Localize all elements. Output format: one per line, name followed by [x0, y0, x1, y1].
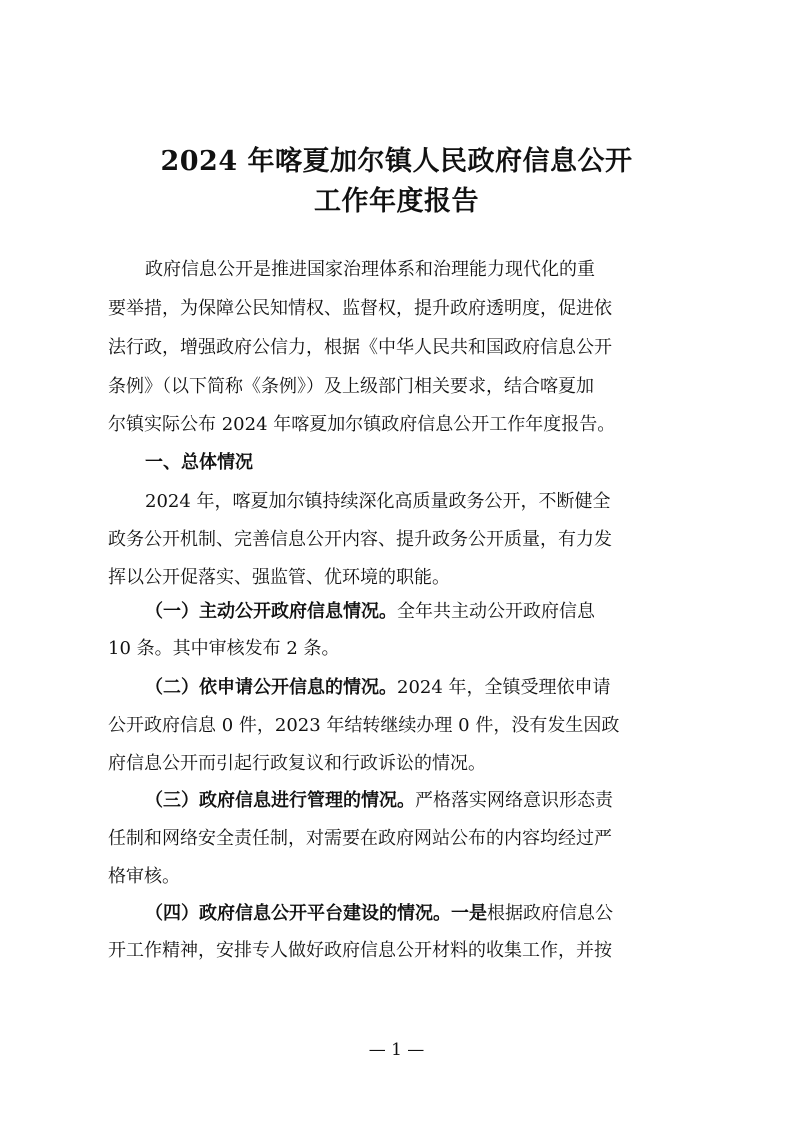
item2-line-3: 府信息公开而引起行政复议和行政诉讼的情况。 [108, 753, 486, 774]
item1-line-1 [0, 599, 793, 625]
item2-heading: （二）依申请公开信息的情况。 [145, 677, 397, 698]
intro-line-4: 条例》（以下简称《条例》）及上级部门相关要求，结合喀夏加 [108, 376, 594, 397]
section-heading-overview: 一、总体情况 [145, 452, 253, 473]
overview-line-2: 政务公开机制、完善信息公开内容、提升政务公开质量，有力发 [108, 529, 612, 550]
intro-line-2: 要举措，为保障公民知情权、监督权，提升政府透明度，促进依 [108, 298, 612, 319]
item3-line-1 [0, 788, 793, 814]
item3-line-2: 任制和网络安全责任制，对需要在政府网站公布的内容均经过严 [108, 828, 612, 849]
item3-heading: （三）政府信息进行管理的情况。 [145, 790, 415, 811]
item4-line-2: 开工作精神，安排专人做好政府信息公开材料的收集工作，并按 [108, 940, 612, 961]
item2-line-1 [0, 675, 793, 701]
intro-line-3: 法行政，增强政府公信力，根据《中华人民共和国政府信息公开 [108, 337, 612, 358]
intro-line-5: 尔镇实际公布 2024 年喀夏加尔镇政府信息公开工作年度报告。 [108, 414, 616, 435]
item4-line-1 [0, 901, 793, 927]
item3-text: 严格落实网络意识形态责 [415, 790, 613, 811]
item4-lead: 一是 [451, 903, 487, 924]
item2-text: 2024 年，全镇受理依申请 [397, 677, 611, 698]
overview-line-3: 挥以公开促落实、强监管、优环境的职能。 [108, 567, 450, 588]
item4-heading: （四）政府信息公开平台建设的情况。 [145, 903, 451, 924]
overview-line-1: 2024 年，喀夏加尔镇持续深化高质量政务公开，不断健全 [145, 491, 611, 512]
item3-line-3: 格审核。 [108, 866, 180, 887]
item2-line-2: 公开政府信息 0 件，2023 年结转继续办理 0 件，没有发生因政 [108, 715, 620, 736]
page-number: — 1 — [368, 1040, 425, 1060]
document-title-line1: 2024 年喀夏加尔镇人民政府信息公开 [160, 146, 633, 177]
document-title-line2: 工作年度报告 [314, 186, 479, 217]
item1-text: 全年共主动公开政府信息 [397, 601, 595, 622]
item1-heading: （一）主动公开政府信息情况。 [145, 601, 397, 622]
item1-line-2: 10 条。其中审核发布 2 条。 [108, 638, 340, 659]
intro-line-1: 政府信息公开是推进国家治理体系和治理能力现代化的重 [145, 259, 595, 280]
item4-text: 根据政府信息公 [487, 903, 613, 924]
